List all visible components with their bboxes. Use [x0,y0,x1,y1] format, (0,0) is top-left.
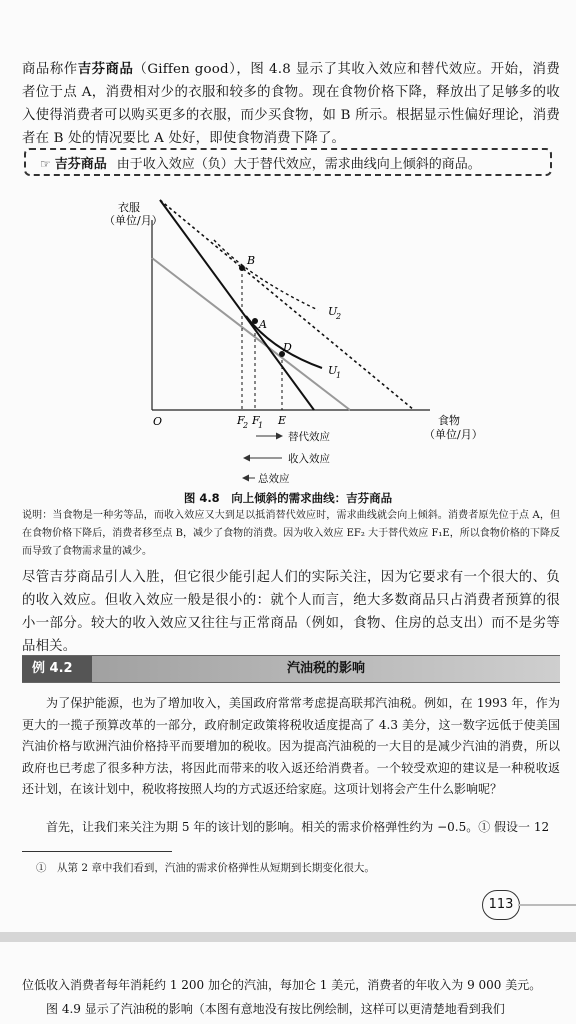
pointing-hand-icon: ☞ [40,157,51,171]
definition-box [24,148,552,176]
u2-label: U [328,305,338,318]
f1-label: F [252,414,260,427]
next-page-line-2: 图 4.9 显示了汽油税的影响（本图有意地没有按比例绘制，这样可以更清楚地看到我们 [46,1002,505,1016]
e-label: E [278,414,287,427]
next-page-line-1: 位低收入消费者每年消耗约 1 200 加仑的汽油，每加仑 1 美元，消费者的年收入为 9 000 美元。 [22,978,542,992]
intro-paragraph: 商品称作吉芬商品（Giffen good），图 4.8 显示了其收入效应和替代效应。开始，消费者位于点 A，消费相对少的衣服和较多的食物。现在食物价格下降，释放出了足够多的收入使得消费者可以购买更多的衣服，而少买食物，如 B 所示。根据显示性偏好理论，消费者在 B 处的情况要比 A 处好，即使食物消费下降了。 [22,62,560,146]
example-label: 例 4.2 [22,656,92,682]
u2-sub: 2 [336,312,342,321]
example-header [22,655,560,683]
y-axis-label-1: 衣服 [118,201,140,214]
definition-text: 由于收入效应（负）大于替代效应，需求曲线向上倾斜的商品。 [116,157,481,172]
example-para-2: 首先，让我们来关注为期 5 年的该计划的影响。相关的需求价格弹性约为 −0.5。① 假设一 12 [46,820,550,834]
gray-budget-line [152,258,350,410]
para-2: 尽管吉芬商品引人入胜，但它很少能引起人们的实际关注，因为它要求有一个很大的、负的收入效应。但收入效应一般是很小的：就个人而言，绝大多数商品只占消费者预算的很小一部分。较大的收入效应又往往与正常商品（例如，食物、住房的总支出）而不是劣等品相关。 [22,570,560,654]
original-budget-line [160,200,314,410]
figure-caption: 图 4.8 向上倾斜的需求曲线：吉芬商品 [183,491,393,505]
example-para-1: 为了保护能源，也为了增加收入，美国政府常常考虑提高联邦汽油税。例如，在 1993 年，作为更大的一揽子预算改革的一部分，政府制定政策将税收适度提高了 4.3 美分，这一数字远低于使美国汽油价格与欧洲汽油价格持平而要增加的税收。因为提高汽油税的一大目的是减少汽油的消费，所以政府也已考虑了很多种方法，将因此而带来的收入返还给消费者。一个较受欢迎的建议是一种税收返还计划，在该计划中，税收将按照人均的方式返还给家庭。这项计划将会产生什么影响呢？ [22,696,560,796]
f1-sub: 1 [258,421,264,430]
new-budget-line [160,200,414,410]
income-label: 收入效应 [288,453,330,465]
giffen-good-term: 吉芬商品 [77,62,134,77]
x-axis-label-2: （单位/月） [424,428,483,441]
u1-sub: 1 [336,371,342,380]
point-d-label: D [283,341,292,354]
giffen-figure [0,190,576,490]
definition-term: 吉芬商品 [54,157,107,172]
next-page [0,942,576,1024]
indifference-curve-u2 [214,240,318,310]
x-axis-label-1: 食物 [438,414,460,427]
footnote-rule [22,851,172,852]
point-a-label: A [259,318,267,331]
u1-label: U [328,364,338,377]
y-axis-label-2: （单位/月） [104,214,163,227]
f2-sub: 2 [243,421,249,430]
point-b-label: B [247,254,256,267]
f2-label: F [237,414,245,427]
substitution-label: 替代效应 [288,431,330,443]
page-number-line [518,904,576,906]
origin-label: O [153,415,163,428]
footnote: ① 从第 2 章中我们看到，汽油的需求价格弹性从短期到长期变化很大。 [36,862,375,874]
total-label: 总效应 [258,473,290,485]
figure-note: 说明：当食物是一种劣等品，而收入效应又大到足以抵消替代效应时，需求曲线就会向上倾斜。消费者原先位于点 A，但在食物价格下降后，消费者移至点 B，减少了食物的消费。因为收入效应 EF₂ 大于替代效应 F₁E，所以食物价格的下降反而导致了食物需求量的减少。 [22,510,560,557]
example-title: 汽油税的影响 [286,661,365,676]
page-number: 113 [482,890,520,920]
